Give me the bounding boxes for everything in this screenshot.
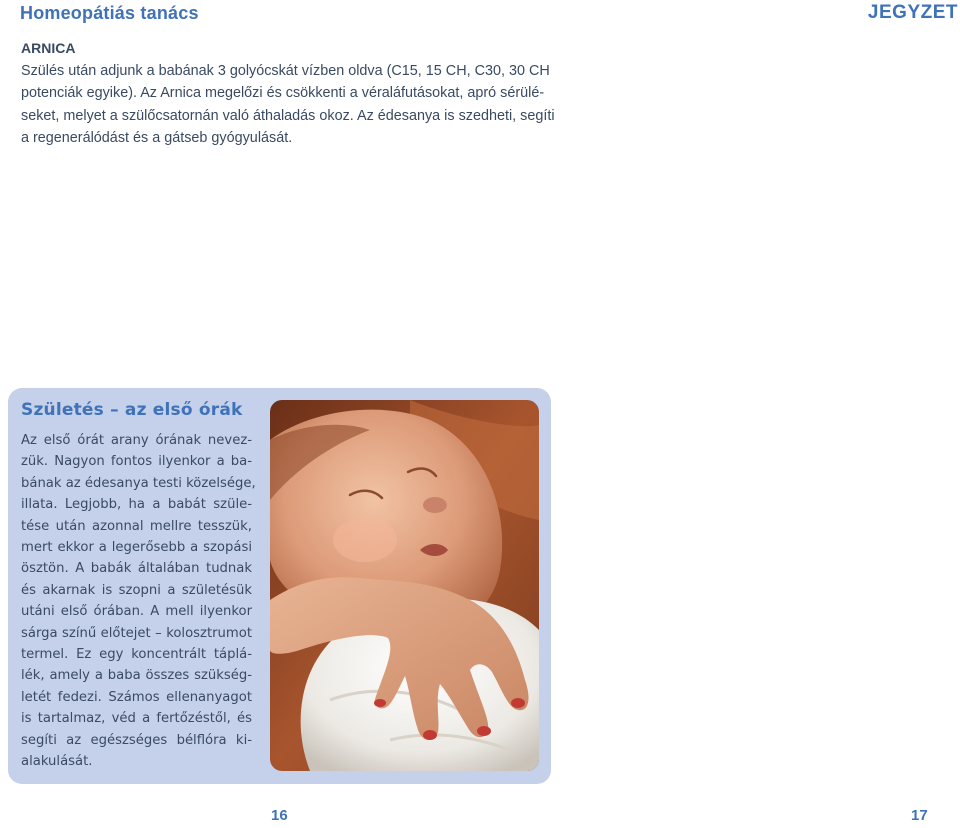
box-line: is tartalmaz, véd a fertőzéstől, és xyxy=(21,711,252,727)
page-number-right: 17 xyxy=(911,807,928,824)
newborn-baby-photo xyxy=(270,400,539,771)
remedy-paragraph xyxy=(21,60,555,149)
paragraph-line: a regenerálódást és a gátseb gyógyulását. xyxy=(21,129,293,146)
box-line: sárga színű előtejet – kolosztrumot xyxy=(21,625,252,641)
box-line: mert ekkor a legerősebb a szopási xyxy=(21,540,252,556)
box-line: bának az édesanya testi közelsége, xyxy=(21,475,256,491)
box-line: ösztön. A babák általában tudnak xyxy=(21,561,252,577)
info-box-text xyxy=(21,430,256,773)
paragraph-line: potenciák egyike). Az Arnica megelőzi és csökkenti a véraláfutásokat, apró sérülé- xyxy=(21,85,545,102)
box-line: letét fedezi. Számos ellenanyagot xyxy=(21,689,252,705)
section-label: JEGYZET xyxy=(867,2,958,23)
page-title: Homeopátiás tanács xyxy=(20,3,199,23)
box-line: segíti az egészséges bélflóra ki- xyxy=(21,732,252,748)
page-number-left: 16 xyxy=(271,807,288,824)
box-line: tése után azonnal mellre tesszük, xyxy=(21,518,252,534)
info-box-title: Születés – az első órák xyxy=(21,400,243,420)
box-line: alakulását. xyxy=(21,754,93,770)
paragraph-line: Szülés után adjunk a babának 3 golyócskát vízben oldva (C15, 15 CH, C30, 30 CH xyxy=(21,63,550,79)
box-line: termel. Ez egy koncentrált táplá- xyxy=(21,647,252,663)
box-line: Az első órát arany órának nevez- xyxy=(21,433,252,448)
box-line: utáni első órában. A mell ilyenkor xyxy=(21,604,252,620)
remedy-heading: ARNICA xyxy=(21,40,76,56)
box-line: lék, amely a baba összes szükség- xyxy=(21,668,252,684)
box-line: zük. Nagyon fontos ilyenkor a ba- xyxy=(21,454,252,470)
box-line: és akarnak is szopni a születésük xyxy=(21,582,252,598)
box-line: illata. Legjobb, ha a babát szüle- xyxy=(21,497,252,513)
paragraph-line: seket, melyet a szülőcsatornán való áthaladás okoz. Az édesanya is szedheti, segíti xyxy=(21,107,555,124)
